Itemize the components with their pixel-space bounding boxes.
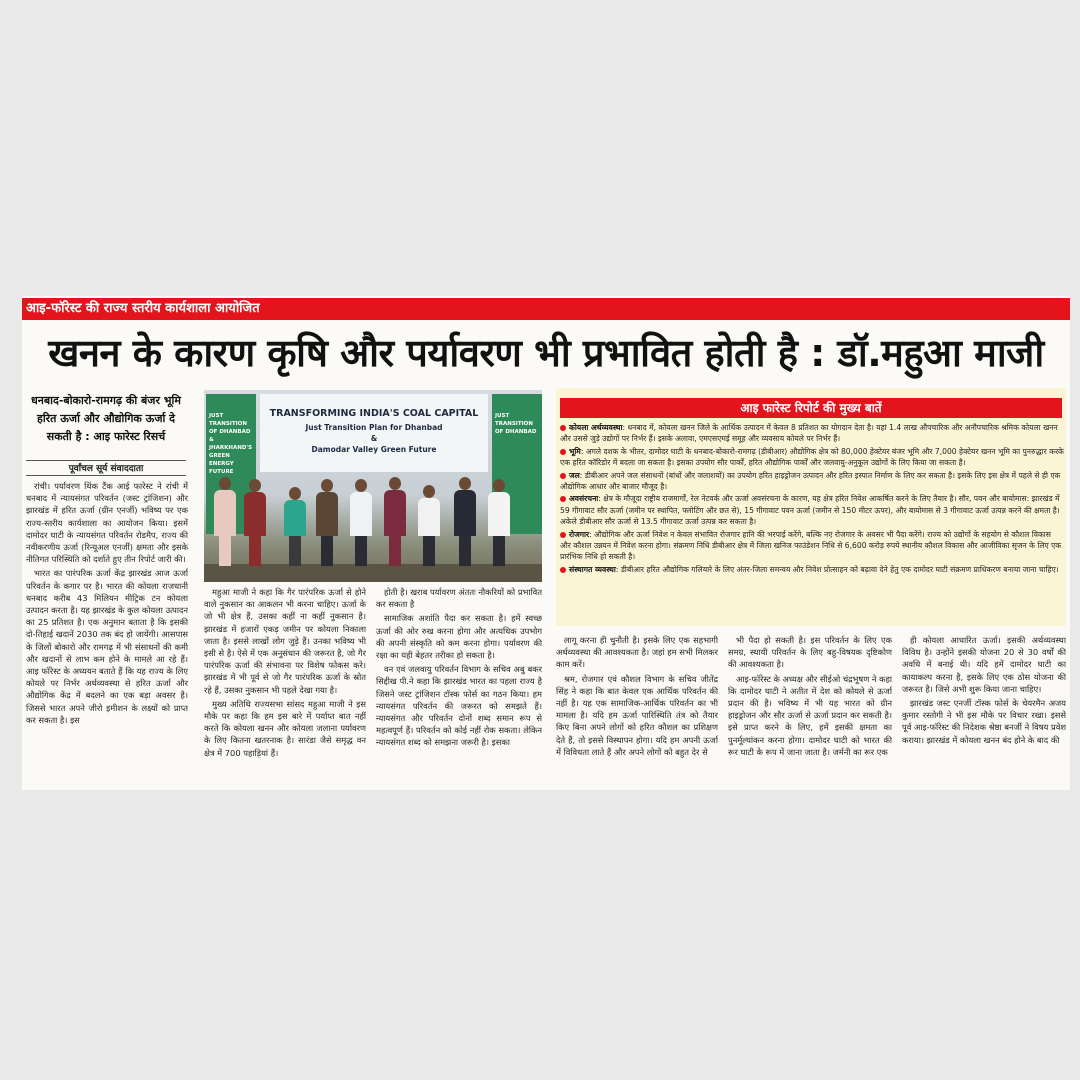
person <box>214 477 236 566</box>
highlight-label: कोयला अर्थव्यवस्था <box>569 423 623 432</box>
byline: पूर्वांचल सूर्य संवाददाता <box>26 460 186 476</box>
paragraph: रांची। पर्यावरण थिंक टैंक आई फारेस्ट ने रांची में धनबाद में न्यायसंगत परिवर्तन (जस्ट ट्रांजिशन) और झारखंड में हरित ऊर्जा (ग्रीन एनर्जी) भविष्य पर एक राज्य-स्तरीय कार्यशाला का आयोजन किया। इसमें दामोदर घाटी के न्यायसंगत परिवर्तन रोडमैप, राज्य की नवीकरणीय ऊर्जा (रिन्यूअल एनर्जी) क्षमता और इसके नीतिगत परिस्थिति को दर्शाते हुए तीन रिपोर्ट जारी की। <box>26 481 188 565</box>
paragraph: लागू करना ही चुनौती है। इसके लिए एक सहभागी अर्थव्यवस्था की आवश्यकता है। जहां हम सभी मिलकर काम करें। <box>556 635 718 670</box>
standee-right-text: JUST TRANSITION OF DHANBAD <box>495 413 537 435</box>
person <box>488 479 510 566</box>
newspaper-clipping <box>22 296 1070 790</box>
paragraph: वन एवं जलवायु परिवर्तन विभाग के सचिव अबु बकर सिद्दीख पी.ने कहा कि झारखंड भारत का पहला राज्य है जिसने जस्ट ट्रांजिशन टॉस्क फोर्स का गठन किया। हम न्यायसंगत परिवर्तन की जरूरत को समझते हैं। न्यायसंगत और परिवर्तन दोनों शब्द समान रूप से महत्वपूर्ण हैं। परिवर्तन को कोई नहीं रोक सकता। लेकिन न्यायसंगत शब्द को समझना जरूरी है। इसका <box>376 664 542 748</box>
bullet-icon <box>560 567 566 573</box>
paragraph: भी पैदा हो सकती है। इस परिवर्तन के लिए एक समग्र, स्थायी परिवर्तन के लिए बहु-विषयक दृष्टिकोण की आवश्यकता है। <box>728 635 892 670</box>
person <box>454 477 476 566</box>
highlight-label: अवसंरचना <box>569 494 599 504</box>
highlights-title: आइ फारेस्ट रिपोर्ट की मुख्य बातें <box>560 398 1062 418</box>
highlight-text: : डीबीआर अपने जल संसाधनों (बांधों और जलाशयों) का उपयोग हरित हाइड्रोजन उत्पादन और हरित इस्पात निर्माण के लिए कर सकता है। इसके लिए इस क्षेत्र में पहले से ही एक औद्योगिक आधार और बाजार मौजूद है। <box>560 470 1061 492</box>
highlight-item <box>560 446 1064 469</box>
bullet-icon <box>560 473 566 479</box>
person <box>284 487 306 566</box>
bullet-icon <box>560 425 566 431</box>
paragraph: होती है। खराब पर्यावरण अंततः नौकरियों को प्रभावित कर सकता है <box>376 587 542 610</box>
side-headline: धनबाद-बोकारो-रामगढ़ की बंजर भूमि हरित ऊर्जा और औद्योगिक ऊर्जा दे सकती है : आइ फारेस्ट रिसर्च <box>31 394 181 443</box>
kicker-bar: आइ-फॉरेस्ट की राज्य स्तरीय कार्यशाला आयोजित <box>22 298 1070 320</box>
paragraph: झारखंड जस्ट एनर्जी टॉस्क फोर्स के चेयरमैन अजय कुमार रस्तोगी ने भी इस मौके पर विचार रखा। इससे पूर्व आइ-फॉरेस्ट की निदेशक श्रेष्ठा बनर्जी ने विषय प्रवेश कराया। झारखंड में कोयला खनन बंद होने के बाद की <box>902 698 1066 745</box>
event-photo <box>204 390 542 582</box>
highlight-item <box>560 470 1064 493</box>
article-column-6 <box>902 634 1066 790</box>
screen-title: TRANSFORMING INDIA'S COAL CAPITAL <box>269 408 479 419</box>
article-column-4 <box>556 634 718 790</box>
paragraph: सामाजिक अशांति पैदा कर सकता है। हमें स्वच्छ ऊर्जा की ओर रुख करना होगा और अत्यधिक उपभोग की अपनी संस्कृति को कम करना होगा। पर्यावरण की रक्षा का यही बेहतर तरीका हो सकता है। <box>376 613 542 661</box>
highlight-label: भूमि <box>569 446 581 456</box>
highlight-label: रोजगार <box>569 529 590 539</box>
screen-subtitle: Just Transition Plan for Dhanbad <box>305 423 443 432</box>
headline: खनन के कारण कृषि और पर्यावरण भी प्रभावित होती है : डॉ.महुआ माजी <box>48 331 1044 375</box>
highlight-text: : औद्योगिक और ऊर्जा निवेश न केवल संभावित रोजगार हानि की भरपाई करेंगे, बल्कि नए रोजगार के अवसर भी पैदा करेंगे। राज्य को उद्योगों के सहयोग से कौशल विकास और कौशल उन्नयन में निवेश करना होगा। संक्रमण निधि डीबीआर क्षेत्र में जिला खनिज फाउंडेशन निधि से 6,600 करोड़ रुपये स्थानीय कौशल विकास और आजीविका सृजन के लिए एक प्रारंभिक निधि हो सकती है। <box>560 529 1062 562</box>
highlight-item <box>560 422 1064 445</box>
highlight-label: संस्थागत व्यवस्था <box>569 564 616 574</box>
person <box>418 485 440 566</box>
highlights-list <box>560 422 1064 576</box>
article-column-2 <box>204 586 366 790</box>
highlight-text: : धनबाद में, कोयला खनन जिले के आर्थिक उत्पादन में केवल 8 प्रतिशत का योगदान देता है। यहां 1.4 लाख औपचारिक और अनौपचारिक श्रमिक कोयला खनन और उससे जुड़े उद्योगों पर निर्भर हैं। इसके अलावा, एमएसएमई समूह और व्यवसाय कोयले पर निर्भर हैं। <box>560 423 1058 444</box>
paragraph: ही कोयला आधारित ऊर्जा। इसकी अर्थव्यवस्था विविध है। उन्होंने इसकी योजना 20 से 30 वर्षों की अवधि में बनाई थी। यदि हमें दामोदर घाटी का कायाकल्प करना है, इसके लिए एक ठोस योजना की जरूरत है। जिसे अभी शुरू किया जाना चाहिए। <box>902 635 1066 694</box>
person <box>350 479 372 566</box>
highlight-item <box>560 529 1064 563</box>
paragraph: आइ-फॉरेस्ट के अध्यक्ष और सीईओ चंद्रभूषण ने कहा कि दामोदर घाटी ने अतीत में देश को कोयले से ऊर्जा प्रदान की है। भविष्य में भी यह भारत को ग्रीन हाइड्रोजन और सौर ऊर्जा से ऊर्जा प्रदान कर सकती है। इसे प्राप्त करने के लिए, हमें इसकी क्षमता का पुनर्मूल्यांकन करना होगा। दामोदर घाटी को भारत की रूर घाटी के रूप में जाना जाता है। जर्मनी का रूर एक <box>728 673 892 757</box>
highlight-text: : अगले दशक के भीतर, दामोदर घाटी के धनबाद-बोकारो-रामगढ़ (डीबीआर) औद्योगिक क्षेत्र को 80,000 हेक्टेयर बंजर भूमि और 7,000 हेक्टेयर खनन भूमि का पुनरुद्धार करके एक हरित कॉरिडोर में बदला जा सकता है। इसका उपयोग सौर पार्कों, हरित औद्योगिक पार्कों और जलवायु-अनुकूल उद्योगों के लिए किया जा सकता है। <box>560 446 1064 468</box>
standee-left-text: JUST TRANSITION OF DHANBAD & JHARKHAND'S GREEN ENERGY FUTURE <box>209 413 253 475</box>
highlight-item <box>560 493 1064 527</box>
person <box>384 477 406 566</box>
article-column-3 <box>376 586 542 790</box>
paragraph: श्रम, रोजगार एवं कौशल विभाग के सचिव जीतेंद्र सिंह ने कहा कि बात केवल एक आर्थिक परिवर्तन की नहीं है। यह एक सामाजिक-आर्थिक परिवर्तन का भी मामला है। यदि हम ऊर्जा पारिस्थिति तंत्र को तैयार किए बिना अपने लोगों को हरित कौशल का प्रशिक्षण देते हैं, तो इससे विस्थापन होगा। यदि हम अपनी ऊर्जा में विविधता लाते हैं और अपने लोगों को बहुत देर से <box>556 673 718 757</box>
bullet-icon <box>560 449 566 455</box>
paragraph: महुआ माजी ने कहा कि गैर पारंपरिक ऊर्जा से होने वाले नुकसान का आकलन भी करना चाहिए। ऊर्जा के जो भी क्षेत्र हैं, उसका कहीं ना कहीं नुकसान है। झारखंड में हजारों एकड़ जमीन पर कोयला निकाला जाता है। इससे लाखों लोग जुड़े हैं। उनका भविष्य भी इसी से है। ऐसे में एक अनुसंधान की जरूरत है, जो गैर पारंपरिक ऊर्जा की संभावना पर विशेष फोकस करे। झारखंड में भी पूर्व से जो गैर पारंपरिक ऊर्जा के स्रोत रहे हैं, उसका नुकसान भी पहले देखा गया है। <box>204 587 366 695</box>
article-column-5 <box>728 634 892 790</box>
stage-floor <box>204 564 542 582</box>
highlight-text: : क्षेत्र के मौजूदा राष्ट्रीय राजमार्गों, रेल नेटवर्क और ऊर्जा अवसंरचना के कारण, यह क्षेत्र हरित निवेश आकर्षित करने के लिए तैयार है। सौर, पवन और बायोमास: झारखंड में 59 गीगावाट सौर ऊर्जा (जमीन पर स्थापित, फ्लोटिंग और छत से), 15 गीगावाट पवन ऊर्जा (जमीन से 150 मीटर ऊपर), और बायोमास से 3 गीगावाट ऊर्जा उत्पन्न करने की क्षमता है। अकेले डीबीआर सौर ऊर्जा से 13.5 गीगावाट ऊर्जा उत्पन्न कर सकता है। <box>560 494 1060 527</box>
screen-ampersand: & <box>370 434 378 443</box>
paragraph: मुख्य अतिथि राज्यसभा सांसद महुआ माजी ने इस मौके पर कहा कि हम इस बारे में पर्याप्त बात नहीं करते कि कोयला खनन और कोयला जलाना पर्यावरण के लिए कितना खतरनाक है। सारंडा जैसे समृद्ध वन क्षेत्र में 700 पहाड़ियां हैं। <box>204 698 366 758</box>
paragraph: भारत का पारंपरिक ऊर्जा केंद्र झारखंड आज ऊर्जा परिवर्तन के कगार पर है। भारत की कोयला राजधानी धनबाद करीब 43 मिलियन मीट्रिक टन कोयला उत्पादन करता है। यह झारखंड के कुल कोयला उत्पादन का 25 प्रतिशत है। एक अनुमान बताता है कि इसकी दो-तिहाई खदानें 2030 तक बंद हो जायेंगी। आसपास के जिलों बोकारो और रामगढ़ में भी संसाधनों की कमी और खदानों से लाभ कम होने के मामले आ रहे हैं। आइ फॉरेस्ट के अध्ययन बताते हैं कि यह राज्य के लिए कोयले पर निर्भर अर्थव्यवस्था से हरित ऊर्जा और औद्योगिक केंद्र में बदलने का एक बड़ा अवसर है। जिससे भारत अपने जीरो इमीशन के लक्ष्यों को प्राप्त कर सकता है। इस <box>26 568 188 725</box>
person <box>316 479 338 566</box>
highlight-text: : डीबीआर हरित औद्योगिक गलियारे के लिए अंतर-जिला समन्वय और निवेश प्रोत्साहन को बढ़ावा देने हेतु एक दामोदर घाटी संक्रमण प्राधिकरण बनाया जाना चाहिए। <box>615 564 1059 574</box>
highlight-item <box>560 564 1064 575</box>
article-column-1 <box>26 480 188 790</box>
bullet-icon <box>560 532 566 538</box>
person <box>244 479 266 566</box>
screen-line: Damodar Valley Green Future <box>311 445 437 454</box>
report-highlights-box <box>556 388 1066 626</box>
bullet-icon <box>560 496 566 502</box>
highlight-label: जल <box>569 470 580 480</box>
presentation-screen <box>260 394 488 472</box>
